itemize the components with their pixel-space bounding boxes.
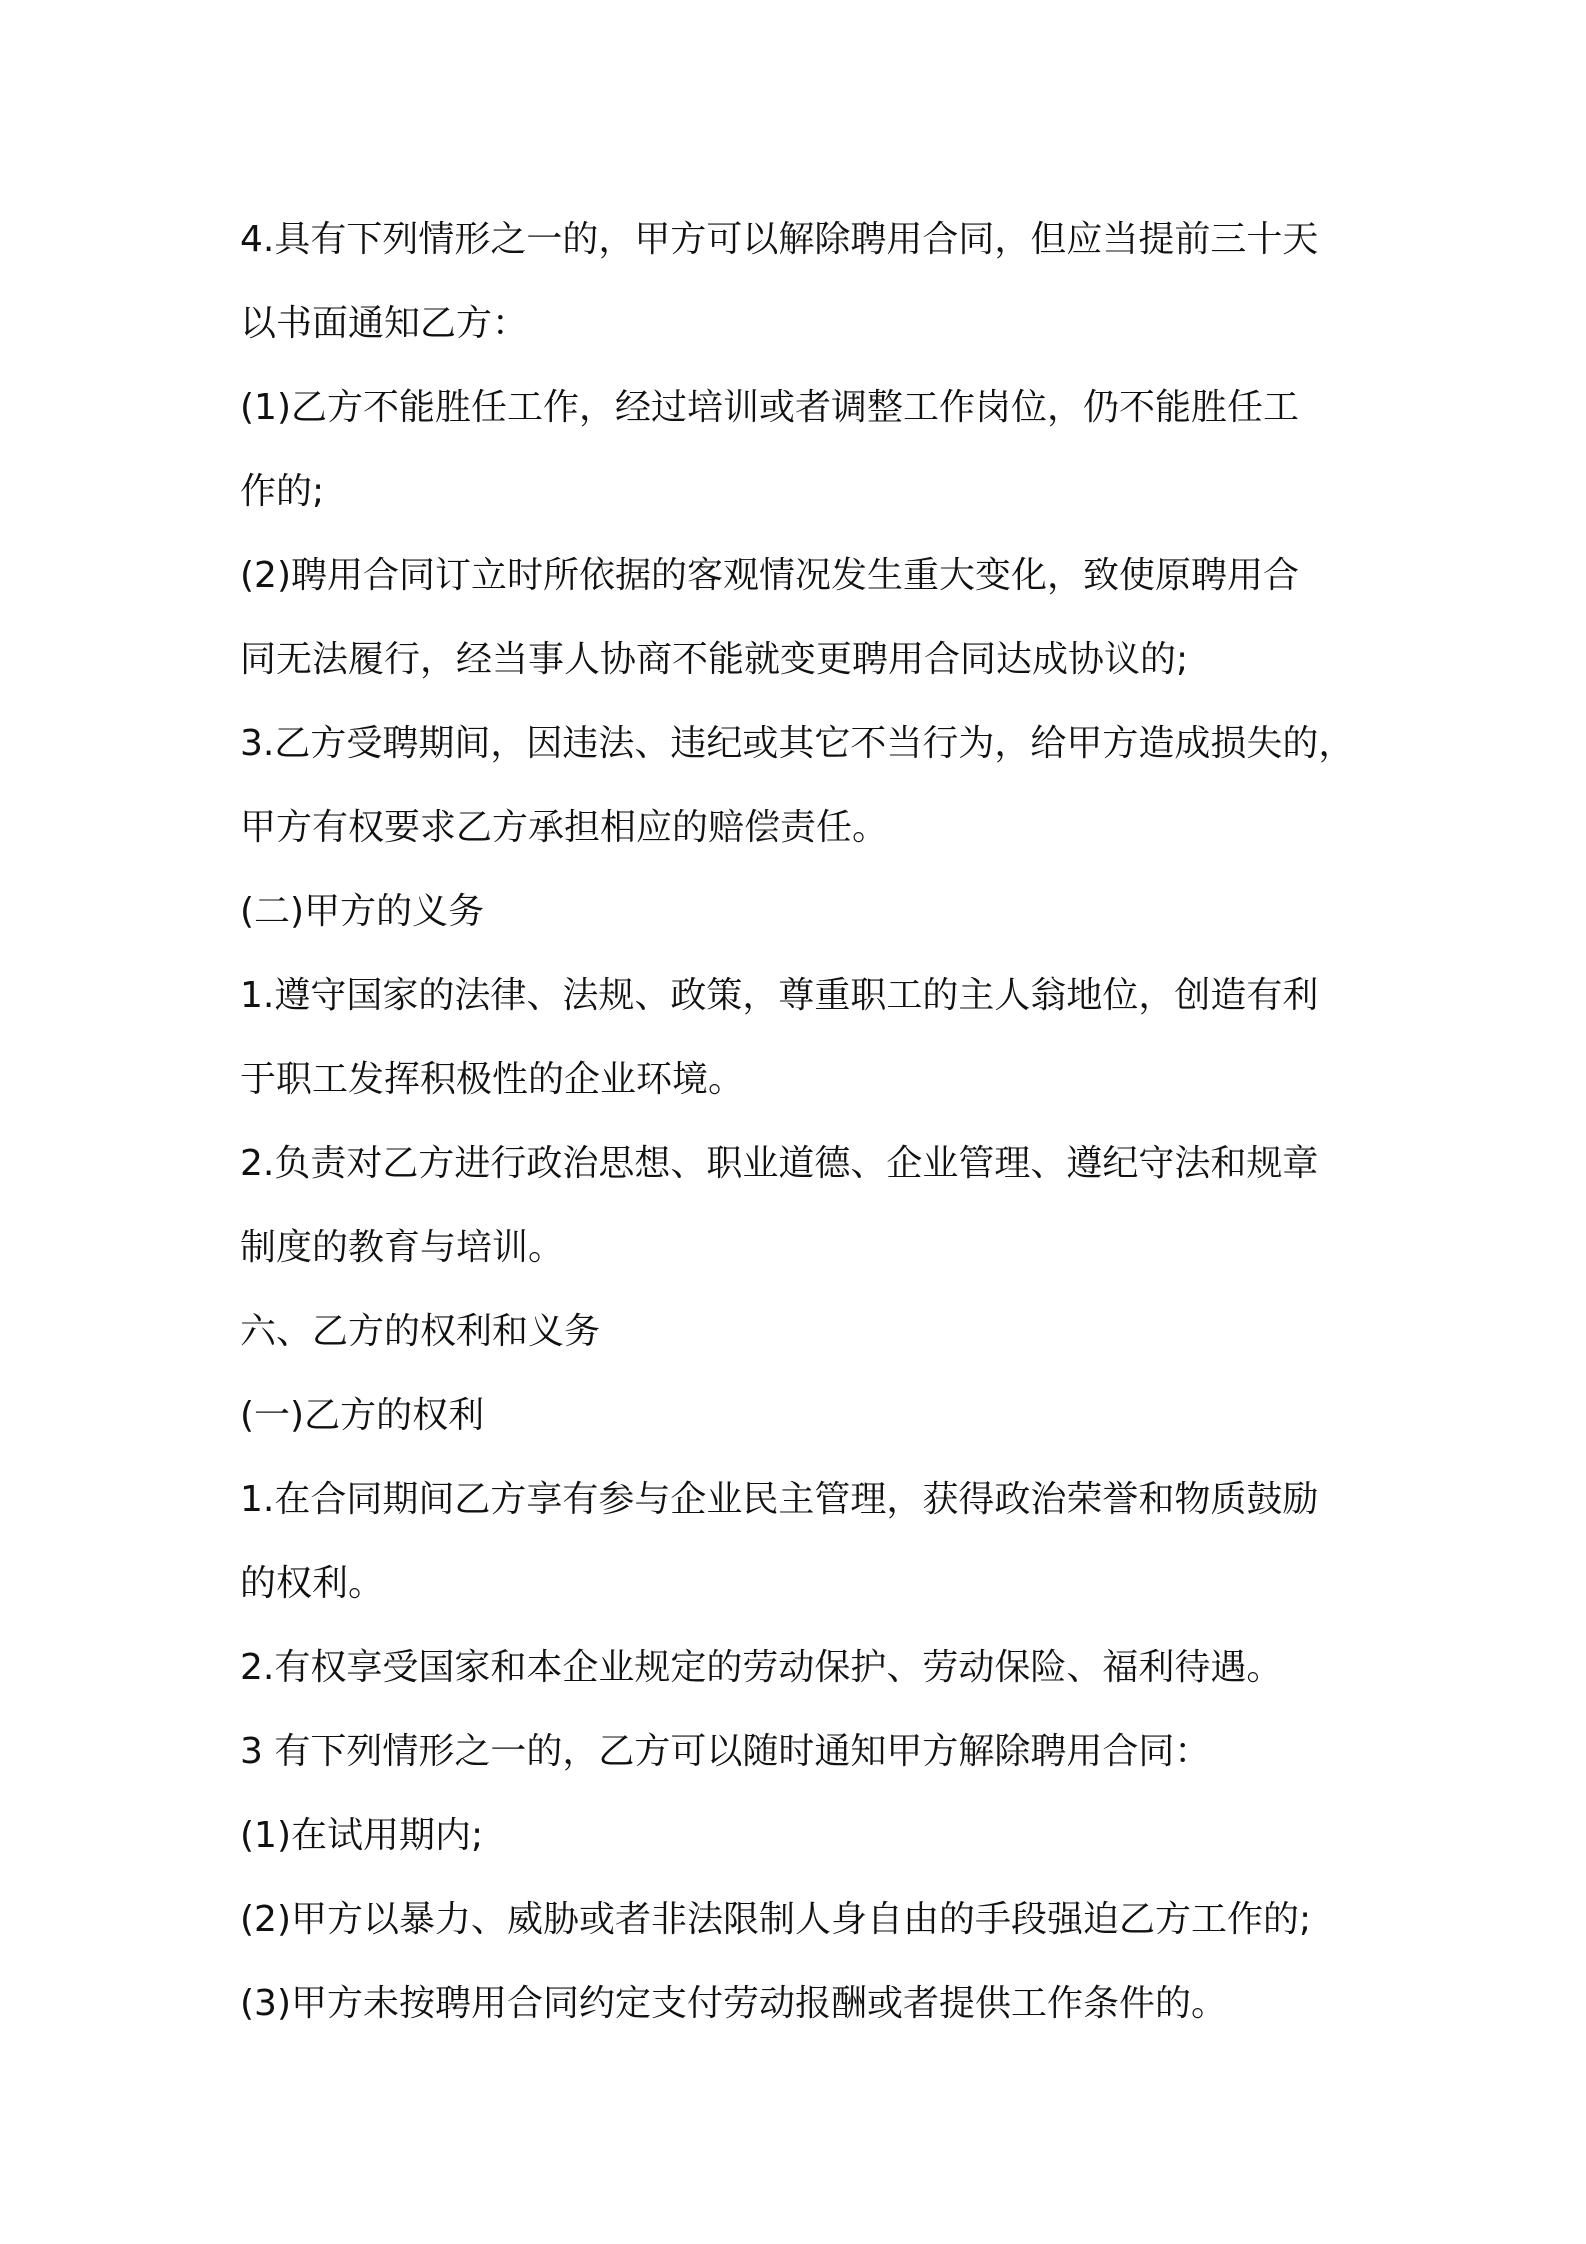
text-line: 1.遵守国家的法律、法规、政策，尊重职工的主人翁地位，创造有利 xyxy=(240,975,1319,1016)
text-line: 制度的教育与培训。 xyxy=(240,1227,565,1268)
section-heading: (二)甲方的义务 xyxy=(240,891,485,932)
text-line: 3 有下列情形之一的，乙方可以随时通知甲方解除聘用合同： xyxy=(240,1731,1211,1772)
text-line: 2.负责对乙方进行政治思想、职业道德、企业管理、遵纪守法和规章 xyxy=(240,1143,1319,1184)
text-line: (1)乙方不能胜任工作，经过培训或者调整工作岗位，仍不能胜任工 xyxy=(240,387,1299,428)
text-line: 4.具有下列情形之一的，甲方可以解除聘用合同，但应当提前三十天 xyxy=(240,219,1319,260)
section-heading: (一)乙方的权利 xyxy=(240,1395,485,1436)
text-line: 的权利。 xyxy=(240,1563,385,1604)
text-line: 甲方有权要求乙方承担相应的赔偿责任。 xyxy=(240,807,889,848)
text-line: 2.有权享受国家和本企业规定的劳动保护、劳动保险、福利待遇。 xyxy=(240,1647,1283,1688)
document-body xyxy=(240,198,1360,2046)
text-line: 以书面通知乙方： xyxy=(240,303,529,344)
text-line: 作的; xyxy=(240,471,325,512)
text-line: 3.乙方受聘期间，因违法、违纪或其它不当行为，给甲方造成损失的， xyxy=(240,723,1355,764)
text-line: (2)聘用合同订立时所依据的客观情况发生重大变化，致使原聘用合 xyxy=(240,555,1299,596)
chapter-heading: 六、乙方的权利和义务 xyxy=(240,1311,601,1352)
text-line: 同无法履行，经当事人协商不能就变更聘用合同达成协议的; xyxy=(240,639,1189,680)
text-line: (1)在试用期内; xyxy=(240,1815,484,1856)
text-line: 1.在合同期间乙方享有参与企业民主管理，获得政治荣誉和物质鼓励 xyxy=(240,1479,1319,1520)
text-line: (3)甲方未按聘用合同约定支付劳动报酬或者提供工作条件的。 xyxy=(240,1983,1227,2024)
text-line: (2)甲方以暴力、威胁或者非法限制人身自由的手段强迫乙方工作的; xyxy=(240,1899,1312,1940)
text-line: 于职工发挥积极性的企业环境。 xyxy=(240,1059,745,1100)
